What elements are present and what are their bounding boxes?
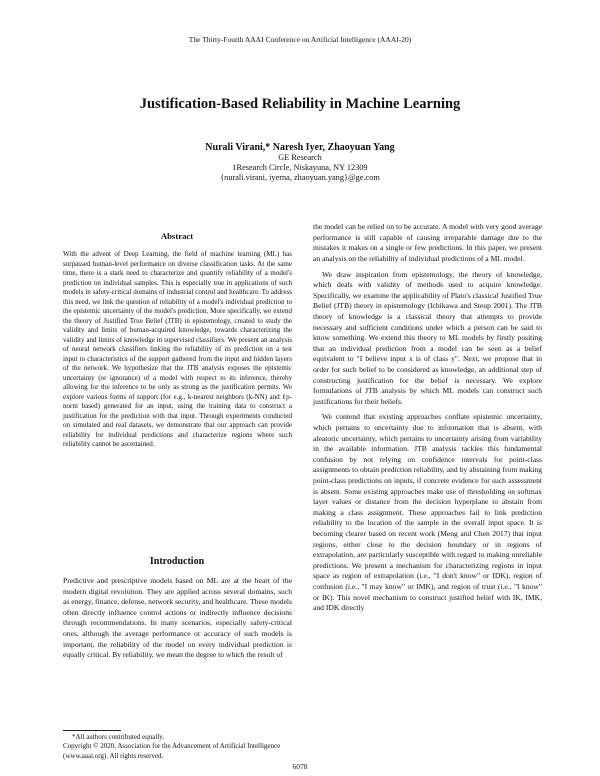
abstract-text (63, 250, 292, 450)
paper-title: Justification-Based Reliability in Machine Learning (139, 96, 461, 112)
emails: {nurali.virani, iyerna, zhaoyuan.yang}@ge.com (220, 173, 380, 182)
address: 1Research Circle, Niskayuna, NY 12309 (232, 163, 368, 172)
author-footnote: *All authors contributed equally. (72, 733, 165, 741)
affiliation-block (0, 153, 600, 183)
right-paragraph-2: We draw inspiration from epistemology, the theory of knowledge, which deals with validity of methods used to acquire knowledge. Specifically, we examine the applicability of Plato's classical Justified True Belief (JTB) theory in epistemology (Ichikawa and Steup 2001). The JTB theory of knowledge is a classical theory that attempts to provide necessary and sufficient conditions under which a person can be said to know something. We extend this theory to ML models by firstly positing that an individual prediction from a model can be seen as a belief equivalent to "I believe input x is of class y". Next, we propose that in order for such belief to be considered as knowledge, an additional step of constructing justification for the belief is necessary. We explore formulations of JTB analysis by which ML models can construct such justifications for their beliefs. (313, 269, 542, 406)
abstract-paragraph: With the advent of Deep Learning, the field of machine learning (ML) has surpassed human-level performance on diverse classification tasks. At the same time, there is a stark need to characterize and quantify reliability of a model's prediction on individual samples. This is especially true in applications of such models in safety-critical domains of industrial control and healthcare. To address this need, we link the question of reliability of a model's individual prediction to the epistemic uncertainty of the model's prediction. More specifically, we extend the theory of Justified True Belief (JTB) in epistemology, created to study the validity and limits of human-acquired knowledge, towards characterizing the validity and limits of knowledge in supervised classifiers. We present an analysis of neural network classifiers linking the reliability of its prediction on a test input to characteristics of the support gathered from the input and hidden layers of the network. We hypothesize that the JTB analysis exposes the epistemic uncertainty (or ignorance) of a model with respect to its inference, thereby allowing for the inference to be only as strong as the justification permits. We explore various forms of support (for e.g., k-nearest neighbors (k-NN) and ℓp-norm based) generated for an input, using the training data to construct a justification for the prediction with that input. Through experiments conducted on simulated and real datasets, we demonstrate that our approach can provide reliability for individual predictions and characterize regions where such reliability cannot be ascertained. (63, 250, 292, 448)
intro-paragraph-1: Predictive and prescriptive models based on ML are at the heart of the modern digital revolution. They are applied across several domains, such as energy, finance, defense, network security, and healthcare. These models often directly influence control actions or indirectly influence decisions through recommendations. In many scenarios, especially safety-critical ones, although the average performance or accuracy of such models is important, the reliability of the model on every individual prediction is equally critical. By reliability, we mean the degree to which the result of (63, 576, 292, 660)
right-paragraph-3: We contend that existing approaches conflate epistemic uncertainty, which pertains to uncertainty due to information that is absent, with aleatoric uncertainty, which pertains to uncertainty arising from variability in the available information. JTB analysis tackles this fundamental confusion by not relying on confidence intervals for point-class assignments to obtain prediction reliability, and by abstaining from making point-class predictions on inputs, if concrete evidence for such assessment is absent. Some existing approaches make use of thresholding on softmax layer values or distance from the decision hyperplane to abstain from making a class assignment. These approaches fail to link prediction reliability to the location of the sample in the overall input space. It is becoming clearer based on recent work (Meng and Chen 2017) that input regions, either close to the decision boundary or in regions of extrapolation, are particularly susceptible with regard to making unreliable predictions. We present a mechanism for characterizing regions in input space as region of extrapolation (i.e., "I don't know" or IDK), region of confusion (i.e., "I may know" or IMK), and region of trust (i.e., "I know" or IK). This novel mechanism to construct justified belief with IK, IMK, and IDK directly (313, 412, 542, 613)
abstract-heading: Abstract (160, 231, 194, 241)
right-paragraph-1: the model can be relied on to be accurate. A model with very good average performance is still capable of causing irreparable damage due to the mistakes it makes on a single or few predictions. In this paper, we present an analysis on the reliability of individual predictions of a ML model. (313, 222, 542, 263)
conference-header: The Thirty-Fourth AAAI Conference on Artificial Intelligence (AAAI-20) (188, 35, 412, 44)
copyright-notice: Copyright © 2020, Association for the Advancement of Artificial Intelligence (www.aaai.org). All rights reserved. (63, 742, 281, 760)
author-list: Nurali Virani,* Naresh Iyer, Zhaoyuan Yang (205, 142, 395, 153)
footnote-block (63, 733, 303, 761)
introduction-text (63, 576, 292, 661)
right-column (313, 222, 542, 619)
page-number: 6078 (292, 762, 308, 771)
footnote-rule (63, 730, 121, 731)
affiliation: GE Research (278, 153, 322, 162)
introduction-heading: Introduction (149, 556, 205, 567)
